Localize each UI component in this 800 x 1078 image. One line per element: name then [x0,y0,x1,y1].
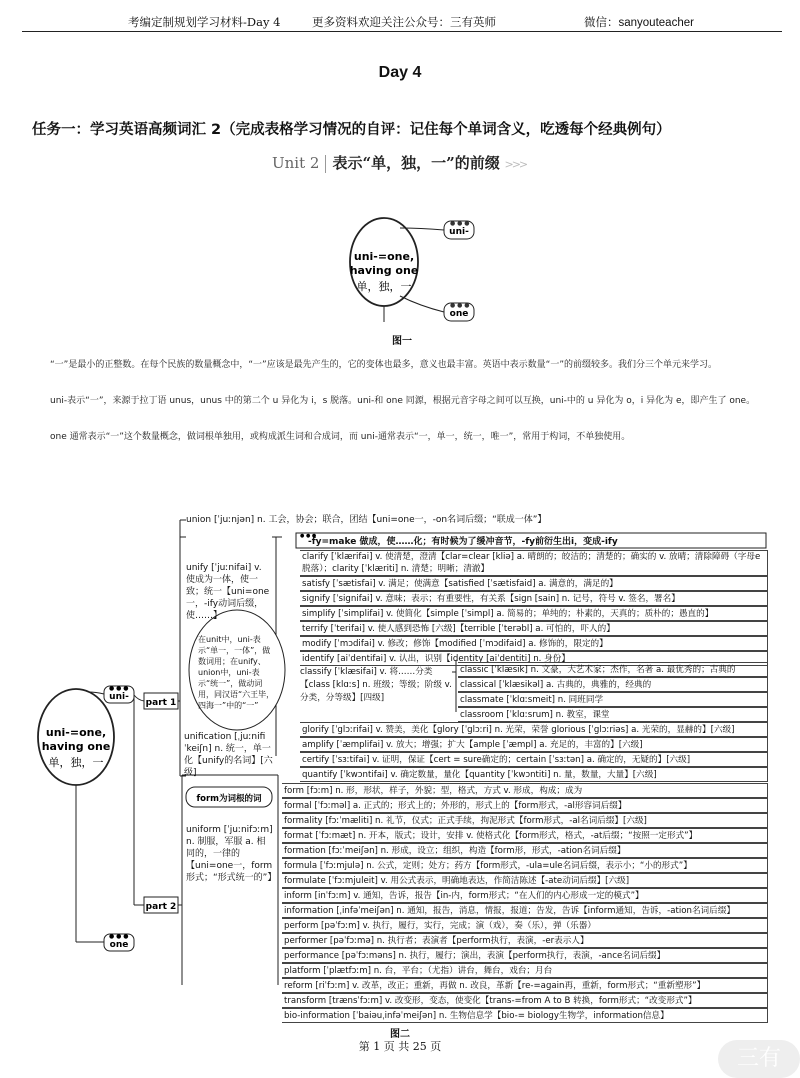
fig2-row-performer: performer [pəˈfɔːmə] n. 执行者；表演者【perform执行，表演，-er表示人】 [282,933,768,948]
fig2-unify-entry: unify [ˈjuːnifai] v. 使成为一体，使一致；统一【uni=one一，-ify动词后缀，使……】 [186,563,270,621]
fig2-row-quantify: quantify [ˈkwɔntifai] v. 确定数量，量化【quantity [ˈkwɔntiti] n. 量，数量，大量】[六级] [300,767,768,782]
svg-text:● ● ●: ● ● ● [109,685,129,692]
fig2-uniform-entry: uniform [ˈjuːnifɔːm] n. 制服，军服 a. 相同的，一律的【uni=one一，form形式；“形式统一的”】 [186,825,277,883]
svg-text:● ● ●: ● ● ● [300,533,317,539]
fig1-center-line1: uni-=one, [353,250,415,263]
fig2-row-reform: reform [riˈfɔːm] v. 改革，改正；重新，再做 n. 改良，革新【re-=again再，重新，form形式；“重新塑形”】 [282,978,768,993]
page-title: Day 4 [378,64,422,81]
fig2-union-entry: union [ˈjuːnjən] n. 工会，协会；联合，团结【uni=one一，-on名词后缀；“联成一体”】 [186,515,547,525]
fig2-row-formation: formation [fɔːˈmeiʃən] n. 形成，设立；组织，构造【form形，形式，-ation名词后缀】 [282,843,768,858]
fig1-node-bottom-label: one [449,309,469,319]
chevron-right-icon: >>> [504,158,527,171]
fig2-row-perform: perform [pəˈfɔːm] v. 执行，履行，实行，完成；演（戏），奏（乐），弹（乐器） [282,918,768,933]
fig2-form-note: form为词根的词 [196,794,262,804]
fig2-part2-label: part 2 [145,902,177,912]
unit-number: Unit 2 [272,154,320,172]
fig2-row-certify: certify [ˈsɜːtifai] v. 证明，保证【cert = sure确定的；certain [ˈsɜːtən] a. 确定的，无疑的】[六级] [300,752,768,767]
fig2-row-glorify: glorify [ˈglɔːrifai] v. 赞美，美化【glory [ˈglɔːri] n. 光荣，荣誉 glorious [ˈglɔːriəs] a. 光荣的，显赫的】[六级] [300,722,768,737]
fig2-row-format: format [ˈfɔːmæt] n. 开本，版式；设计，安排 v. 使格式化【form形式，格式，-at后缀；“按照一定形式”】 [282,828,768,843]
fig2-node-uni-label: uni- [109,692,129,702]
fig2-row-simplify: simplify [ˈsimplifai] v. 使简化【simple [ˈsimpl] a. 简易的；单纯的；朴素的，天真的；质朴的；愚直的】 [300,606,768,621]
fig2-node-one-label: one [109,940,129,950]
figure-1-caption: 图一 [392,336,412,347]
svg-text:● ● ●: ● ● ● [450,302,470,309]
unit-title: 表示“单，独，一”的前缀 [332,154,500,172]
unit-separator [325,155,326,173]
paragraph-3: one 通常表示“一”这个数量概念，做词根单独用，或构成派生词和合成词，而 uni-通常表示“一，单一，统一，唯一”，常用于构词，不单独使用。 [50,432,631,442]
fig2-row-signify: signify [ˈsignifai] v. 意味；表示；有重要性，有关系【sign [sain] n. 记号，符号 v. 签名，署名】 [300,591,768,606]
fig2-row-classroom: classroom [ˈklɑːsrum] n. 教室，课堂 [458,707,768,722]
svg-text:● ● ●: ● ● ● [450,220,470,227]
fig2-row-amplify: amplify [ˈæmplifai] v. 放大；增强；扩大【ample [ˈæmpl] a. 充足的，丰富的】[六级] [300,737,768,752]
fig2-row-identify: identify [aiˈdentifai] v. 认出，识别【identity [aiˈdentiti] n. 身份】 [300,651,768,666]
fig2-row-bio-information: bio-information [ˈbaiəuˌinfəˈmeiʃən] n. 生物信息学【bio-= biology生物学，information信息】 [282,1008,768,1023]
fig2-center-line1: uni-=one, [45,726,107,739]
fig2-row-performance: performance [pəˈfɔːməns] n. 执行，履行；演出，表演【perform执行，表演，-ance名词后缀】 [282,948,768,963]
unit-heading [272,152,526,180]
fig2-row-satisfy: satisfy [ˈsætisfai] v. 满足；使满意【satisfied [ˈsætisfaid] a. 满意的，满足的】 [300,576,768,591]
header-middle: 更多资料欢迎关注公众号：三有英师 [312,15,496,29]
fig2-row-transform: transform [trænsˈfɔːm] v. 改变形，变态，使变化【trans-=from A to B 转换，form形式；“改变形式”】 [282,993,768,1008]
fig1-center-line3: 单，独，一 [356,280,412,293]
fig2-row-information: information [ˌinfəˈmeiʃən] n. 通知，报告，消息，情报，报道；告发，告诉【inform通知，告诉，-ation名词后缀】 [282,903,768,918]
paragraph-2: uni-表示“一”，来源于拉丁语 unus，unus 中的第二个 u 异化为 i，s 脱落。uni-和 one 同源，根据元音字母之间可以互换，uni-中的 u 异化为 o，i 异化为 e，即产生了 one。 [50,396,756,406]
fig2-row-formal: formal [ˈfɔːməl] a. 正式的；形式上的；外形的，形式上的【form形式，-al形容词后缀】 [282,798,768,813]
watermark-logo: 三有 [718,1040,800,1078]
fig2-row-formality: formality [fɔːˈmæliti] n. 礼节，仪式；正式手续，拘泥形式【form形式，-al名词后缀】[六级] [282,813,768,828]
fig2-row-platform: platform [ˈplætfɔːm] n. 台，平台；（尤指）讲台，舞台，戏台；月台 [282,963,768,978]
header-right: 微信：sanyouteacher [584,17,694,29]
fig2-row-classical: classical [ˈklæsikəl] a. 古典的，典雅的，经典的 [458,677,768,692]
page-header [0,10,800,32]
fig2-row-modify: modify [ˈmɔdifai] v. 修改；修饰【modified [ˈmɔdifaid] a. 修饰的，限定的】 [300,636,768,651]
fig1-center-line2: having one [349,264,419,277]
header-left: 考编定制规划学习材料-Day 4 [128,15,281,29]
fig2-row-inform: inform [inˈfɔːm] v. 通知，告诉，报告【in-内，form形式；“在人们的内心形成一定的模式”】 [282,888,768,903]
fig2-row-classmate: classmate [ˈklɑːsmeit] n. 同班同学 [458,692,768,707]
header-divider [22,31,782,32]
paragraph-1: “一”是最小的正整数。在每个民族的数量概念中，“一”应该是最先产生的，它的变体也最多，意义也最丰富。英语中表示数量“一”的前缀较多。我们分三个单元来学习。 [50,360,717,370]
fig2-row-form: form [fɔːm] n. 形，形状，样子，外貌；型，格式，方式 v. 形成，构成；成为 [282,783,768,798]
fig1-node-top-label: uni- [449,227,469,237]
fig2-row-formula: formula [ˈfɔːmjulə] n. 公式，定则；处方；药方【form形式，-ula=ule名词后缀，表示小；“小的形式”】 [282,858,768,873]
fig2-unification-entry: unification [ˌjuːnifiˈkeiʃn] n. 统一，单一化【unify的名词】[六级] [184,732,273,778]
task-heading: 任务一：学习英语高频词汇 2（完成表格学习情况的自评：记住每个单词含义，吃透每个经典例句） [32,122,671,138]
fig2-unit-note: 在unit中，uni-表示“单一，一体”，做数词用；在unify、union中，uni-表示“统一”，做动词用，同汉语“六王毕，四海一”中的“一” [198,635,275,710]
fig2-part1-label: part 1 [145,698,177,708]
figure-2-caption: 图二 [390,1029,410,1040]
fig2-center-line2: having one [41,740,111,753]
fig2-row-classic: classic [ˈklæsik] n. 文豪，大艺术家；杰作，名著 a. 最优秀的；古典的 [458,662,768,677]
svg-text:● ● ●: ● ● ● [109,933,129,940]
fig2-fy-rule: -fy=make 做成，使……化；有时候为了缓冲音节，-fy前衍生出i，变成-ify [308,537,618,547]
fig2-row-formulate: formulate [ˈfɔːmjuleit] v. 用公式表示，明确地表达，作简洁陈述【-ate动词后缀】[六级] [282,873,768,888]
fig2-row-terrify: terrify [ˈterifai] v. 使人感到恐怖 [六级]【terrible [ˈterəbl] a. 可怕的，吓人的】 [300,621,768,636]
fig2-row-classify: classify [ˈklæsifai] v. 将……分类【class [klɑːs] n. 班级；等级；阶级 v. 分类，分等级】[四级] [300,667,452,703]
fig2-row-clarify: clarify [ˈklærifai] v. 使清楚，澄清【clar=clear [kliə] a. 晴朗的；皎洁的；清楚的；确实的 v. 放晴；清除障碍（字母e脱落）；clarity [ˈklæriti] n. 清楚；明晰；清澈】 [300,550,768,576]
fig2-center-line3: 单，独，一 [48,756,104,769]
page-footer: 第 1 页 共 25 页 [358,1040,442,1053]
